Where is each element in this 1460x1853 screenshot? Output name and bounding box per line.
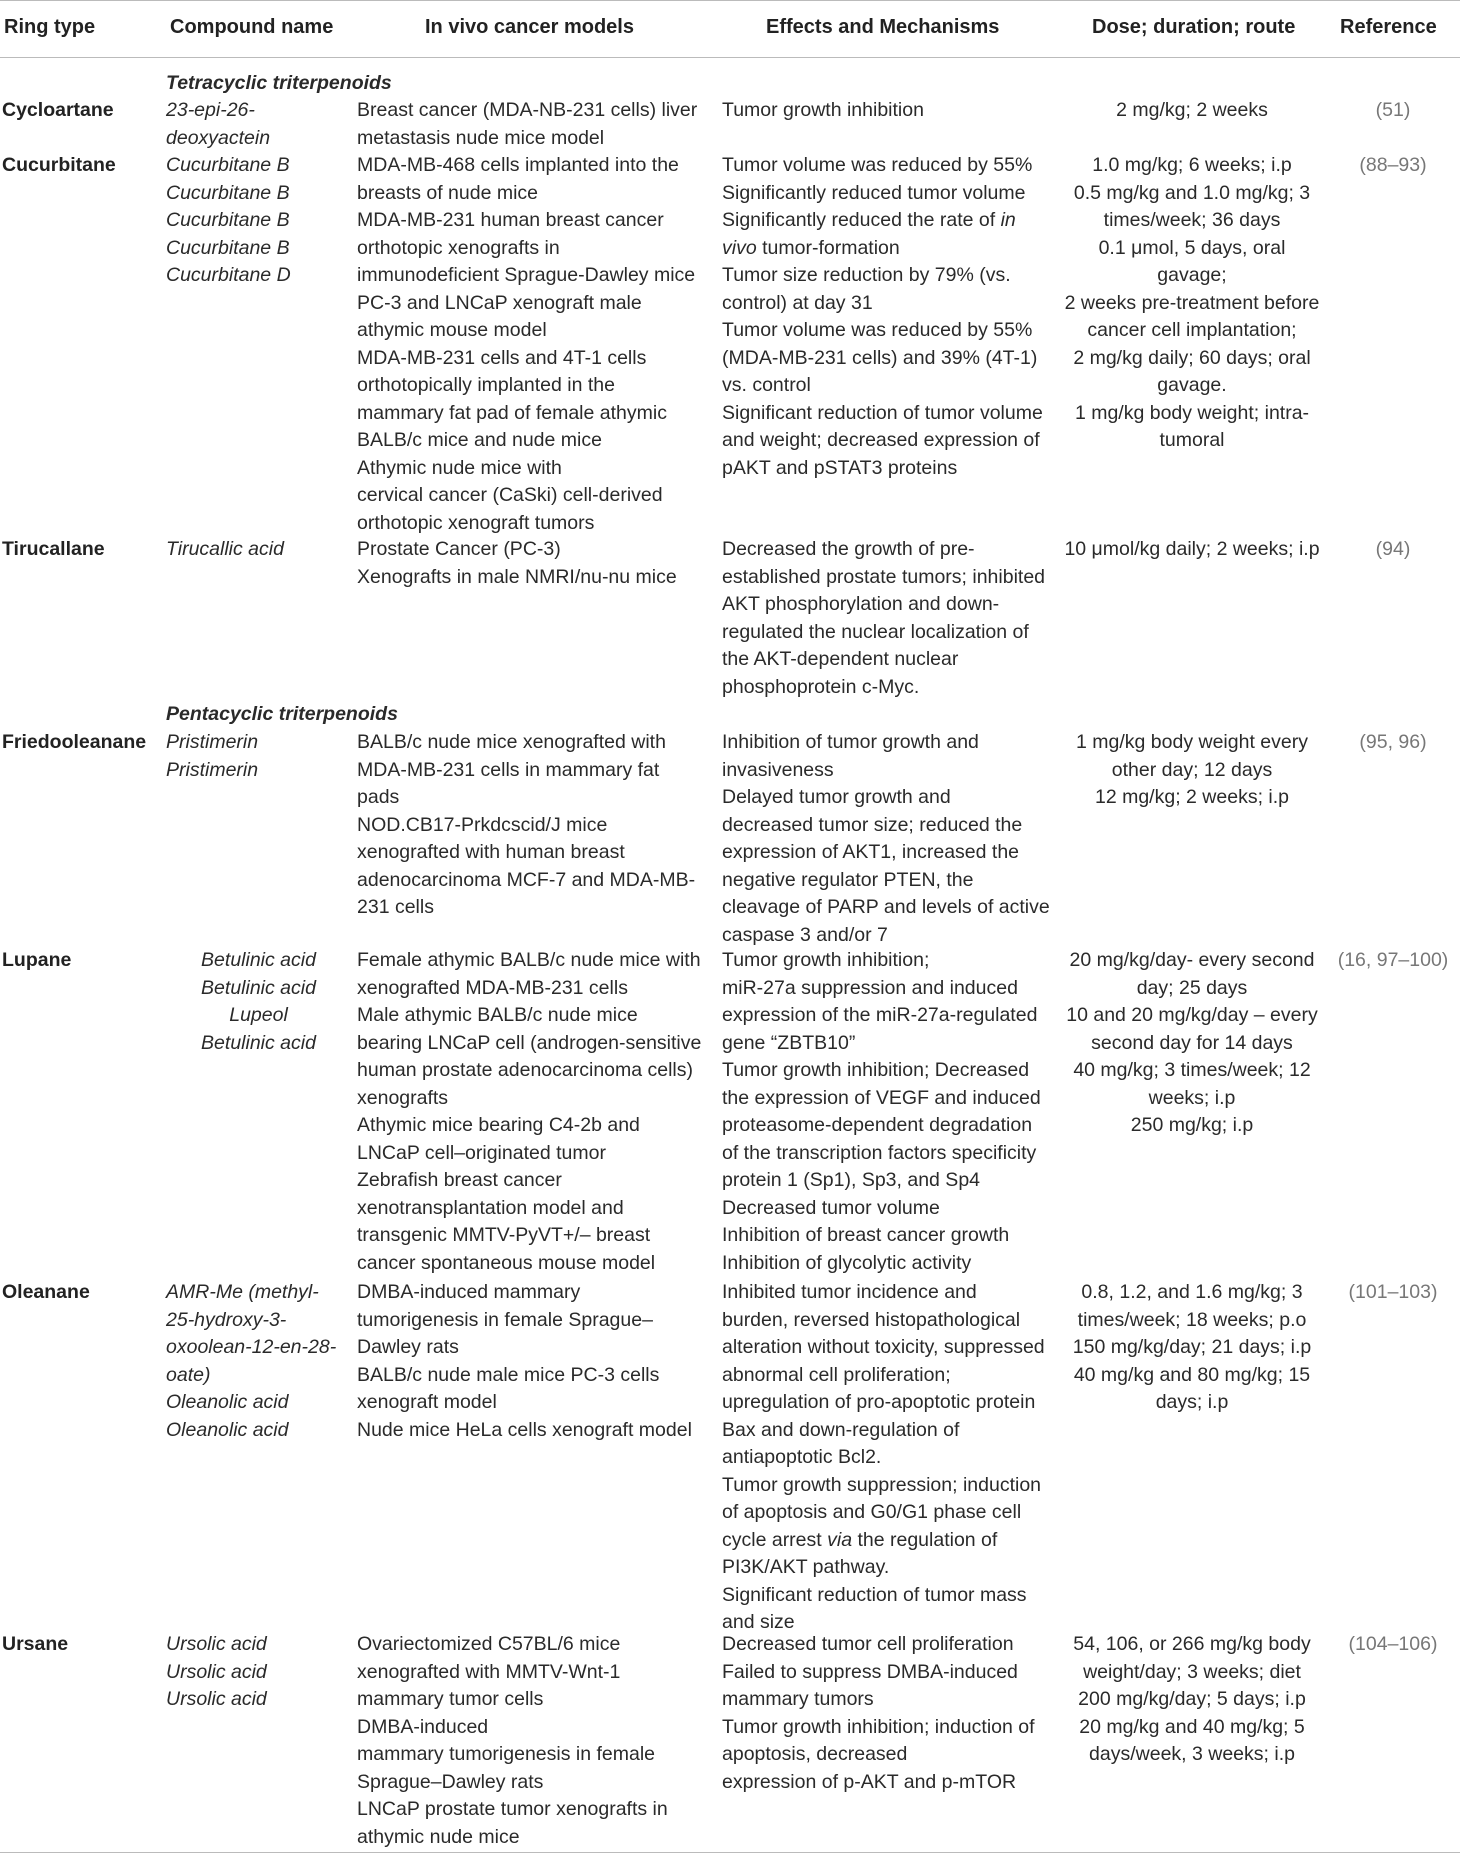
- effects-line: antiapoptotic Bcl2.: [722, 1446, 882, 1468]
- cancer-model-line: PC-3 and LNCaP xenograft male: [357, 291, 642, 314]
- dose-line: times/week; 36 days: [1103, 209, 1281, 231]
- effects-line: Bax and down-regulation of: [722, 1418, 960, 1441]
- cancer-model-line: Breast cancer (MDA-NB-231 cells) liver: [357, 99, 698, 121]
- dose-line: 0.8, 1.2, and 1.6 mg/kg; 3: [1081, 1281, 1303, 1303]
- dose-line: other day; 12 days: [1111, 758, 1273, 781]
- ring-type-cell: Friedooleanane: [2, 731, 147, 753]
- cancer-model-line: Athymic mice bearing C4-2b and: [357, 1114, 640, 1136]
- cancer-model-line: metastasis nude mice model: [357, 126, 605, 149]
- compound-name-line: deoxyactein: [166, 126, 271, 149]
- effects-line: Tumor growth suppression; induction: [722, 1473, 1042, 1496]
- compound-name-line: Cucurbitane B: [166, 181, 290, 204]
- reference-link[interactable]: (104–106): [1348, 1633, 1438, 1655]
- ring-type-cell: Cucurbitane: [2, 154, 116, 176]
- section-label: Tetracyclic triterpenoids: [166, 72, 392, 94]
- dose-line: cancer cell implantation;: [1087, 319, 1297, 341]
- cancer-model-line: Ovariectomized C57BL/6 mice: [357, 1633, 621, 1655]
- reference-link[interactable]: (101–103): [1348, 1281, 1438, 1303]
- cancer-model-line: BALB/c mice and nude mice: [357, 429, 602, 451]
- effects-line: Significant reduction of tumor volume: [722, 401, 1043, 424]
- reference-link[interactable]: (16, 97–100): [1337, 949, 1449, 971]
- cancer-model-line: BALB/c nude male mice PC-3 cells: [357, 1363, 660, 1386]
- effects-line: expression of p-AKT and p-mTOR: [722, 1770, 1017, 1793]
- effects-line: Inhibition of breast cancer growth: [722, 1224, 1010, 1246]
- dose-line: 10 and 20 mg/kg/day – every: [1066, 1004, 1318, 1026]
- dose-line: 1.0 mg/kg; 6 weeks; i.p: [1092, 154, 1292, 176]
- effects-line: negative regulator PTEN, the: [722, 868, 974, 891]
- effects-line: Tumor volume was reduced by 55%: [722, 154, 1033, 176]
- effects-line: control) at day 31: [722, 291, 873, 314]
- effects-line: invasiveness: [722, 758, 834, 781]
- cancer-model-line: cancer spontaneous mouse model: [357, 1251, 656, 1274]
- header-dose-duration-route: Dose; duration; route: [1092, 16, 1296, 38]
- effects-line: abnormal cell proliferation;: [722, 1363, 951, 1386]
- cancer-model-line: BALB/c nude mice xenografted with: [357, 731, 666, 753]
- effects-line: Decreased the growth of pre-: [722, 538, 975, 560]
- dose-line: 1 mg/kg body weight every: [1076, 731, 1308, 753]
- dose-line: 2 mg/kg; 2 weeks: [1116, 99, 1268, 121]
- header-effects-mechanisms: Effects and Mechanisms: [766, 16, 1000, 38]
- cancer-model-line: pads: [357, 786, 400, 808]
- ring-type-cell: Lupane: [2, 949, 72, 971]
- cancer-model-line: Male athymic BALB/c nude mice: [357, 1004, 638, 1026]
- effects-line: caspase 3 and/or 7: [722, 923, 888, 946]
- compound-name-line: Ursolic acid: [166, 1688, 267, 1710]
- cancer-model-line: orthotopic xenografts in: [357, 236, 560, 259]
- dose-line: 2 weeks pre-treatment before: [1064, 291, 1320, 314]
- cancer-model-line: MDA-MB-231 cells in mammary fat: [357, 758, 660, 781]
- effects-line: vivo tumor-formation: [722, 236, 900, 259]
- reference-link[interactable]: (51): [1375, 99, 1411, 121]
- effects-line: Delayed tumor growth and: [722, 786, 951, 808]
- effects-line: pAKT and pSTAT3 proteins: [722, 456, 958, 479]
- cancer-model-line: mammary tumorigenesis in female: [357, 1743, 656, 1765]
- dose-line: 250 mg/kg; i.p: [1130, 1114, 1254, 1136]
- effects-line: established prostate tumors; inhibited: [722, 565, 1046, 588]
- cancer-model-line: LNCaP cell–originated tumor: [357, 1141, 606, 1164]
- table-header: [0, 0, 1460, 58]
- cancer-model-line: Sprague–Dawley rats: [357, 1770, 544, 1793]
- effects-line: AKT phosphorylation and down-: [722, 593, 1000, 615]
- effects-line: Decreased tumor volume: [722, 1196, 940, 1219]
- cancer-model-line: athymic nude mice: [357, 1825, 520, 1848]
- cancer-model-line: 231 cells: [357, 896, 434, 918]
- cancer-model-line: mammary fat pad of female athymic: [357, 401, 667, 424]
- compound-name-line: Oleanolic acid: [166, 1391, 289, 1413]
- cancer-model-line: athymic mouse model: [357, 319, 547, 341]
- effects-line: protein 1 (Sp1), Sp3, and Sp4: [722, 1169, 981, 1191]
- effects-line: Inhibition of glycolytic activity: [722, 1251, 972, 1274]
- dose-line: tumoral: [1159, 429, 1225, 451]
- cancer-model-line: tumorigenesis in female Sprague–: [357, 1308, 653, 1331]
- cancer-model-line: Dawley rats: [357, 1336, 459, 1358]
- cancer-model-line: transgenic MMTV-PyVT+/– breast: [357, 1224, 651, 1246]
- effects-line: the AKT-dependent nuclear: [722, 648, 959, 670]
- dose-line: gavage;: [1157, 264, 1227, 286]
- compound-name-line: Betulinic acid: [201, 976, 316, 999]
- cancer-model-line: immunodeficient Sprague-Dawley mice: [357, 264, 696, 286]
- cancer-model-line: DMBA-induced: [357, 1715, 489, 1738]
- ring-type-cell: Ursane: [2, 1633, 69, 1655]
- effects-line: expression of AKT1, increased the: [722, 841, 1020, 863]
- section-label: Pentacyclic triterpenoids: [166, 703, 398, 725]
- effects-line: vs. control: [722, 374, 811, 396]
- cancer-model-line: bearing LNCaP cell (androgen-sensitive: [357, 1031, 702, 1054]
- compound-name-line: Ursolic acid: [166, 1660, 267, 1683]
- effects-line: cleavage of PARP and levels of active: [722, 896, 1050, 918]
- effects-line: Significantly reduced the rate of in: [722, 209, 1016, 231]
- effects-line: gene “ZBTB10”: [722, 1031, 856, 1054]
- effects-line: decreased tumor size; reduced the: [722, 813, 1023, 836]
- ring-type-cell: Cycloartane: [2, 99, 114, 121]
- compound-name-line: 23-epi-26-: [166, 99, 255, 121]
- effects-line: and weight; decreased expression of: [722, 429, 1040, 451]
- compound-name-line: Ursolic acid: [166, 1633, 267, 1655]
- cancer-model-line: Prostate Cancer (PC-3): [357, 538, 561, 560]
- effects-line: and size: [722, 1611, 795, 1633]
- effects-line: (MDA-MB-231 cells) and 39% (4T-1): [722, 346, 1038, 369]
- effects-line: miR-27a suppression and induced: [722, 976, 1018, 999]
- dose-line: 40 mg/kg and 80 mg/kg; 15: [1073, 1363, 1311, 1386]
- compound-name-line: Pristimerin: [166, 731, 259, 753]
- effects-line: Tumor growth inhibition: [722, 99, 924, 121]
- compound-name-line: Pristimerin: [166, 758, 259, 781]
- cancer-model-line: xenografts: [357, 1086, 449, 1109]
- dose-line: 10 μmol/kg daily; 2 weeks; i.p: [1064, 538, 1320, 560]
- compound-name-line: Cucurbitane D: [166, 264, 291, 286]
- effects-line: mammary tumors: [722, 1688, 874, 1710]
- compound-name-line: Betulinic acid: [201, 949, 316, 971]
- effects-line: PI3K/AKT pathway.: [722, 1556, 890, 1578]
- dose-line: 54, 106, or 266 mg/kg body: [1073, 1633, 1311, 1655]
- header-in-vivo-models: In vivo cancer models: [425, 16, 634, 38]
- cancer-model-line: xenotransplantation model and: [357, 1196, 624, 1219]
- effects-line: Inhibited tumor incidence and: [722, 1281, 977, 1303]
- compound-name-line: oate): [166, 1363, 211, 1386]
- compound-name-line: Lupeol: [229, 1004, 288, 1026]
- dose-line: gavage.: [1157, 374, 1227, 396]
- cancer-model-line: xenografted with human breast: [357, 841, 625, 863]
- dose-line: 200 mg/kg/day; 5 days; i.p: [1078, 1688, 1306, 1710]
- effects-line: Tumor volume was reduced by 55%: [722, 319, 1033, 341]
- dose-line: weeks; i.p: [1148, 1086, 1236, 1109]
- cancer-model-line: adenocarcinoma MCF-7 and MDA-MB-: [357, 868, 696, 891]
- cancer-model-line: LNCaP prostate tumor xenografts in: [357, 1798, 668, 1820]
- compound-name-line: AMR-Me (methyl-: [166, 1281, 319, 1303]
- compound-name-line: Tirucallic acid: [166, 538, 284, 560]
- dose-line: 20 mg/kg and 40 mg/kg; 5: [1079, 1715, 1305, 1738]
- effects-line: of the transcription factors specificity: [722, 1141, 1037, 1164]
- effects-line: apoptosis, decreased: [722, 1743, 908, 1765]
- effects-line: Tumor size reduction by 79% (vs.: [722, 264, 1011, 286]
- cancer-model-line: human prostate adenocarcinoma cells): [357, 1059, 694, 1081]
- effects-line: Significantly reduced tumor volume: [722, 181, 1026, 204]
- header-ring-type: Ring type: [4, 16, 96, 38]
- cancer-model-line: Nude mice HeLa cells xenograft model: [357, 1418, 692, 1441]
- effects-line: Tumor growth inhibition; Decreased: [722, 1059, 1030, 1081]
- effects-line: Decreased tumor cell proliferation: [722, 1633, 1014, 1655]
- cancer-model-line: DMBA-induced mammary: [357, 1281, 581, 1303]
- effects-line: phosphoprotein c-Myc.: [722, 675, 920, 698]
- cancer-model-line: Zebrafish breast cancer: [357, 1169, 562, 1191]
- dose-line: 20 mg/kg/day- every second: [1069, 949, 1315, 971]
- dose-line: 0.1 μmol, 5 days, oral: [1098, 236, 1286, 259]
- dose-line: weight/day; 3 weeks; diet: [1083, 1660, 1301, 1683]
- dose-line: 150 mg/kg/day; 21 days; i.p: [1072, 1336, 1312, 1358]
- cancer-model-line: Xenografts in male NMRI/nu-nu mice: [357, 565, 677, 588]
- effects-line: Significant reduction of tumor mass: [722, 1583, 1027, 1606]
- cancer-model-line: xenografted MDA-MB-231 cells: [357, 976, 628, 999]
- compound-name-line: Cucurbitane B: [166, 236, 290, 259]
- dose-line: 40 mg/kg; 3 times/week; 12: [1073, 1059, 1311, 1081]
- reference-link[interactable]: (95, 96): [1359, 731, 1427, 753]
- reference-link[interactable]: (94): [1375, 538, 1411, 560]
- header-compound-name: Compound name: [170, 16, 334, 38]
- effects-line: proteasome-dependent degradation: [722, 1114, 1033, 1136]
- cancer-model-line: MDA-MB-231 human breast cancer: [357, 209, 664, 231]
- compound-name-line: oxoolean-12-en-28-: [166, 1336, 337, 1358]
- cancer-model-line: cervical cancer (CaSki) cell-derived: [357, 484, 663, 506]
- cancer-model-line: mammary tumor cells: [357, 1688, 544, 1710]
- cancer-model-line: orthotopic xenograft tumors: [357, 511, 595, 534]
- effects-line: regulated the nuclear localization of: [722, 620, 1029, 643]
- cancer-model-line: MDA-MB-468 cells implanted into the: [357, 154, 679, 176]
- dose-line: 2 mg/kg daily; 60 days; oral: [1073, 346, 1311, 369]
- ring-type-cell: Tirucallane: [2, 538, 105, 560]
- cancer-model-line: xenograft model: [357, 1391, 497, 1413]
- effects-line: Failed to suppress DMBA-induced: [722, 1660, 1018, 1683]
- dose-line: 12 mg/kg; 2 weeks; i.p: [1094, 786, 1289, 808]
- dose-line: second day for 14 days: [1091, 1031, 1293, 1054]
- dose-line: times/week; 18 weeks; p.o: [1077, 1308, 1307, 1331]
- reference-link[interactable]: (88–93): [1359, 154, 1427, 176]
- dose-line: day; 25 days: [1136, 976, 1248, 999]
- compound-name-line: Cucurbitane B: [166, 209, 290, 231]
- compound-name-line: Betulinic acid: [201, 1031, 316, 1054]
- compound-name-line: Oleanolic acid: [166, 1418, 289, 1441]
- cancer-model-line: breasts of nude mice: [357, 181, 539, 204]
- cancer-model-line: Female athymic BALB/c nude mice with: [357, 949, 701, 971]
- compound-name-line: Cucurbitane B: [166, 154, 290, 176]
- effects-line: Tumor growth inhibition;: [722, 949, 930, 971]
- effects-line: burden, reversed histopathological: [722, 1308, 1021, 1331]
- effects-line: upregulation of pro-apoptotic protein: [722, 1391, 1036, 1413]
- effects-line: Tumor growth inhibition; induction of: [722, 1715, 1035, 1738]
- cancer-model-line: xenografted with MMTV-Wnt-1: [357, 1660, 621, 1683]
- ring-type-cell: Oleanane: [2, 1281, 90, 1303]
- dose-line: days; i.p: [1155, 1391, 1229, 1413]
- compound-name-line: 25-hydroxy-3-: [166, 1308, 287, 1331]
- header-reference: Reference: [1340, 16, 1437, 38]
- effects-line: alteration without toxicity, suppressed: [722, 1336, 1045, 1358]
- effects-line: cycle arrest via the regulation of: [722, 1528, 998, 1551]
- effects-line: the expression of VEGF and induced: [722, 1086, 1041, 1109]
- cancer-model-line: Athymic nude mice with: [357, 456, 562, 479]
- cancer-model-line: NOD.CB17-Prkdcscid/J mice: [357, 813, 608, 836]
- effects-line: expression of the miR-27a-regulated: [722, 1004, 1038, 1026]
- effects-line: Inhibition of tumor growth and: [722, 731, 979, 753]
- dose-line: 1 mg/kg body weight; intra-: [1074, 401, 1310, 424]
- cancer-model-line: MDA-MB-231 cells and 4T-1 cells: [357, 346, 647, 369]
- dose-line: days/week, 3 weeks; i.p: [1089, 1743, 1295, 1765]
- effects-line: of apoptosis and G0/G1 phase cell: [722, 1501, 1022, 1523]
- dose-line: 0.5 mg/kg and 1.0 mg/kg; 3: [1073, 181, 1311, 204]
- cancer-model-line: orthotopically implanted in the: [357, 374, 615, 396]
